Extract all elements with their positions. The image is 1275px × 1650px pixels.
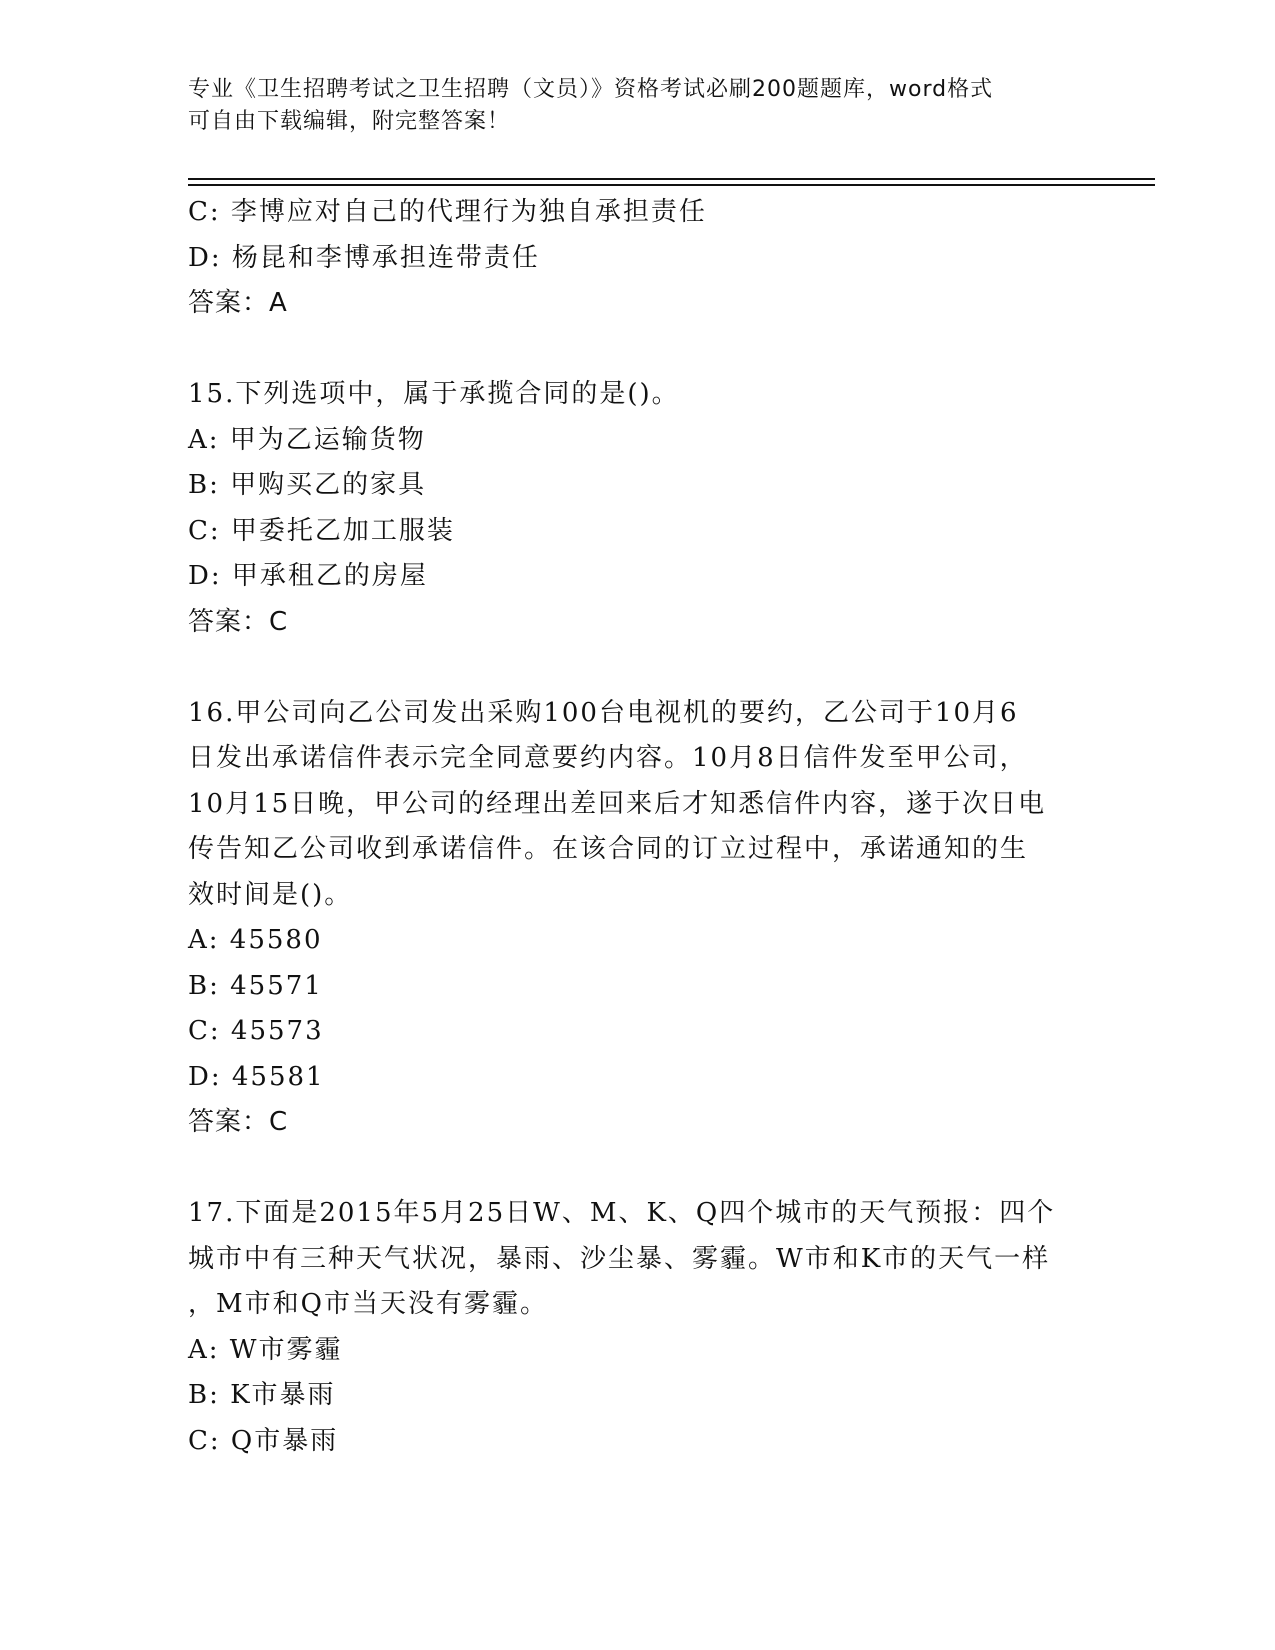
spacer: [188, 645, 1088, 691]
option-c: C: 甲委托乙加工服装: [188, 515, 455, 546]
option-d: D: 甲承租乙的房屋: [188, 561, 428, 591]
option-c: C: Q市暴雨: [188, 1425, 339, 1456]
answer-line: 答案：A: [188, 288, 288, 318]
question-stem-line: 日发出承诺信件表示完全同意要约内容。10月8日信件发至甲公司，: [188, 743, 1028, 773]
header-title-line-2: 可自由下载编辑，附完整答案！: [188, 109, 511, 134]
question-stem-line: 10月15日晚，甲公司的经理出差回来后才知悉信件内容，遂于次日电: [188, 788, 1047, 819]
question-content: [188, 190, 1088, 1464]
option-c: C: 李博应对自己的代理行为独自承担责任: [188, 197, 707, 227]
spacer: [188, 1146, 1088, 1192]
question-stem-line: 16.甲公司向乙公司发出采购100台电视机的要约，乙公司于10月6: [188, 697, 1019, 728]
answer-line: 答案：C: [188, 606, 289, 637]
question-stem-line: ，M市和Q市当天没有雾霾。: [188, 1289, 548, 1319]
option-b: B: 甲购买乙的家具: [188, 470, 427, 500]
option-b: B: 45571: [188, 970, 323, 1001]
document-header: [188, 74, 1088, 138]
question-17: [188, 1191, 1088, 1464]
question-stem-line: 效时间是()。: [188, 879, 353, 910]
question-stem-line: 城市中有三种天气状况，暴雨、沙尘暴、雾霾。W市和K市的天气一样: [188, 1243, 1051, 1274]
header-divider-top: [188, 178, 1155, 180]
prev-question-block: [188, 190, 1088, 327]
question-15: [188, 372, 1088, 645]
header-title-line-1: 专业《卫生招聘考试之卫生招聘（文员）》资格考试必刷200题题库，word格式: [188, 77, 994, 102]
question-stem-line: 传告知乙公司收到承诺信件。在该合同的订立过程中，承诺通知的生: [188, 834, 1029, 864]
answer-line: 答案：C: [188, 1107, 289, 1137]
header-divider-bottom: [188, 184, 1155, 186]
option-b: B: K市暴雨: [188, 1380, 336, 1410]
option-a: A: 45580: [188, 925, 323, 955]
question-stem: 15.下列选项中，属于承揽合同的是()。: [188, 379, 680, 409]
option-a: A: W市雾霾: [188, 1334, 343, 1365]
option-d: D: 45581: [188, 1061, 325, 1092]
option-c: C: 45573: [188, 1016, 324, 1046]
spacer: [188, 327, 1088, 373]
question-16: [188, 691, 1088, 1146]
option-a: A: 甲为乙运输货物: [188, 424, 426, 455]
option-d: D: 杨昆和李博承担连带责任: [188, 242, 540, 273]
question-stem-line: 17.下面是2015年5月25日W、M、K、Q四个城市的天气预报：四个: [188, 1198, 1056, 1228]
